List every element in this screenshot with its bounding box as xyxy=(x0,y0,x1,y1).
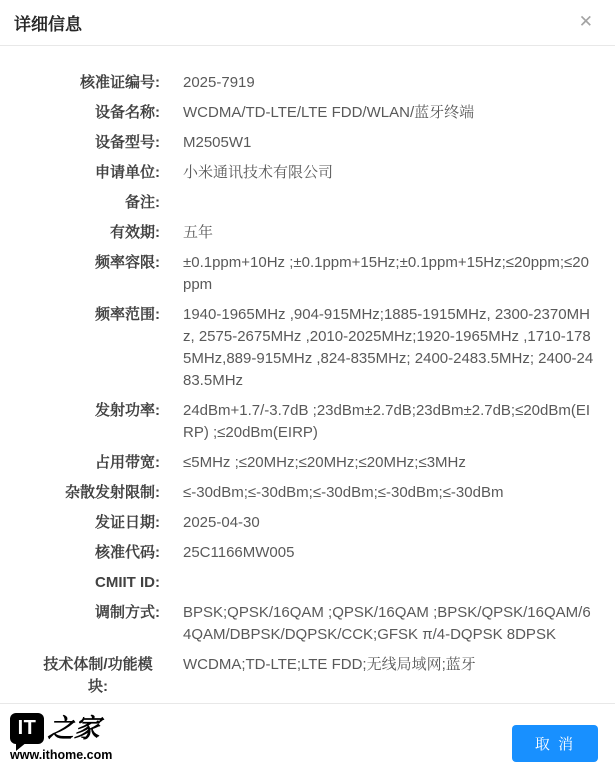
field-row xyxy=(0,304,595,392)
field-label: 技术体制/功能模块: xyxy=(43,656,153,695)
field-value: 1940-1965MHz ,904-915MHz;1885-1915MHz, 2300-2370MHz, 2575-2675MHz ,2010-2025MHz;1920-1965MHz ,1710-1785MHz,889-915MHz ,824-835MHz; 2400-2483.5MHz; 2400-2483.5MHz xyxy=(183,306,594,389)
ithome-logo xyxy=(10,713,112,762)
dialog-header xyxy=(0,0,615,46)
field-row xyxy=(0,192,595,214)
field-value: WCDMA;TD-LTE;LTE FDD;无线局域网;蓝牙 xyxy=(183,656,476,673)
field-label: 发证日期: xyxy=(95,514,160,531)
field-value: ±0.1ppm+10Hz ;±0.1ppm+15Hz;±0.1ppm+15Hz;≤20ppm;≤20ppm xyxy=(183,254,589,293)
field-label: CMIIT ID: xyxy=(95,574,160,591)
dialog-footer xyxy=(0,703,615,771)
field-label: 备注: xyxy=(125,194,160,211)
field-row xyxy=(0,572,595,594)
detail-form xyxy=(0,46,615,703)
field-value xyxy=(183,192,595,214)
field-row xyxy=(0,72,595,94)
field-value: 25C1166MW005 xyxy=(183,544,295,561)
ithome-logo-mark-row xyxy=(10,713,112,744)
field-label: 有效期: xyxy=(110,224,160,241)
field-row xyxy=(0,512,595,534)
field-row xyxy=(0,132,595,154)
ithome-it-bubble-icon: IT xyxy=(10,713,44,744)
field-label-cell xyxy=(0,512,160,534)
field-label-cell xyxy=(0,132,160,154)
field-label-cell xyxy=(0,400,160,422)
field-row xyxy=(0,162,595,184)
field-label-cell xyxy=(0,162,160,184)
field-label-cell xyxy=(0,192,160,214)
field-row xyxy=(0,602,595,646)
field-row xyxy=(0,222,595,244)
field-label: 占用带宽: xyxy=(95,454,160,471)
field-row xyxy=(0,102,595,124)
field-label-cell xyxy=(0,602,160,624)
field-rows xyxy=(0,72,595,698)
field-label-cell xyxy=(0,482,160,504)
field-row xyxy=(0,252,595,296)
field-row xyxy=(0,452,595,474)
close-icon[interactable]: ✕ xyxy=(578,12,593,32)
field-label: 频率容限: xyxy=(95,254,160,271)
field-label: 核准证编号: xyxy=(80,74,160,91)
field-row xyxy=(0,482,595,504)
field-label: 设备型号: xyxy=(95,134,160,151)
field-value: 五年 xyxy=(183,224,214,241)
field-label: 杂散发射限制: xyxy=(65,484,160,501)
field-label-cell xyxy=(0,452,160,474)
cancel-button[interactable]: 取 消 xyxy=(512,725,598,762)
field-value: WCDMA/TD-LTE/LTE FDD/WLAN/蓝牙终端 xyxy=(183,104,475,121)
field-label-cell xyxy=(0,572,160,594)
field-label-cell xyxy=(0,304,160,326)
field-label-cell xyxy=(0,222,160,244)
ithome-url-text: www.ithome.com xyxy=(10,748,113,762)
field-value: 小米通讯技术有限公司 xyxy=(183,164,334,181)
field-label-cell xyxy=(0,72,160,94)
field-label-cell xyxy=(0,654,160,698)
page-title: 详细信息 xyxy=(14,15,82,34)
field-label: 申请单位: xyxy=(95,164,160,181)
field-value: BPSK;QPSK/16QAM ;QPSK/16QAM ;BPSK/QPSK/16QAM/64QAM/DBPSK/DQPSK/CCK;GFSK π/4-DQPSK 8DPSK xyxy=(183,604,591,643)
field-label-cell xyxy=(0,252,160,274)
field-value: 2025-04-30 xyxy=(183,514,260,531)
ithome-zhijia-text: 之家 xyxy=(46,713,102,744)
field-label: 发射功率: xyxy=(95,402,160,419)
field-value: 24dBm+1.7/-3.7dB ;23dBm±2.7dB;23dBm±2.7dB;≤20dBm(EIRP) ;≤20dBm(EIRP) xyxy=(183,402,591,441)
field-value: M2505W1 xyxy=(183,134,252,151)
field-label: 频率范围: xyxy=(95,306,160,323)
field-row xyxy=(0,542,595,564)
field-label-cell xyxy=(0,102,160,124)
field-label: 调制方式: xyxy=(95,604,160,621)
field-row xyxy=(0,400,595,444)
field-value: ≤5MHz ;≤20MHz;≤20MHz;≤20MHz;≤3MHz xyxy=(183,454,466,471)
field-label: 设备名称: xyxy=(95,104,160,121)
field-value: 2025-7919 xyxy=(183,74,255,91)
field-row xyxy=(0,654,595,698)
field-label-cell xyxy=(0,542,160,564)
field-value xyxy=(183,572,595,594)
field-label: 核准代码: xyxy=(95,544,160,561)
field-value: ≤-30dBm;≤-30dBm;≤-30dBm;≤-30dBm;≤-30dBm xyxy=(183,484,504,501)
